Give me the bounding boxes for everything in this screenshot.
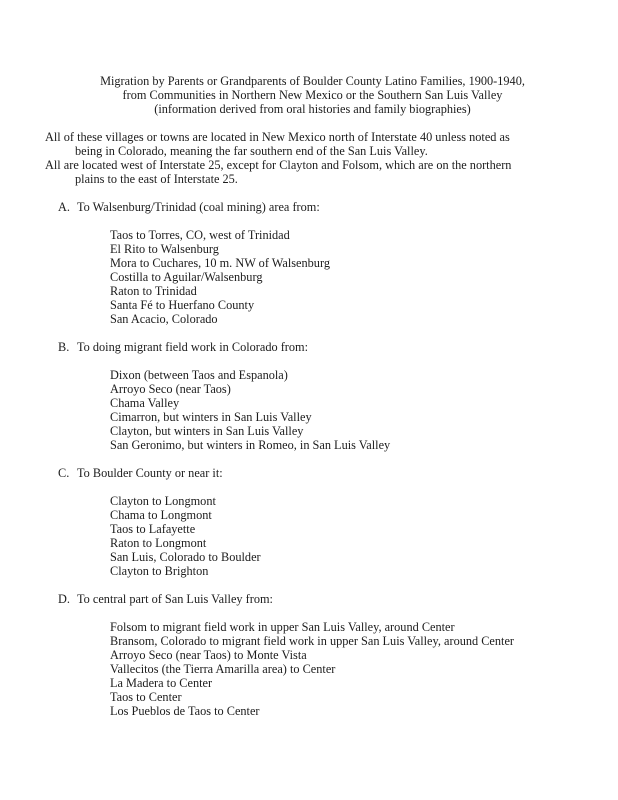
section-item: Arroyo Seco (near Taos) to Monte Vista <box>110 648 307 662</box>
section-heading-text: To central part of San Luis Valley from: <box>77 592 273 606</box>
migration-section <box>45 592 580 718</box>
section-item: Clayton to Brighton <box>110 564 209 578</box>
section-item-list <box>45 368 580 452</box>
section-item: Taos to Torres, CO, west of Trinidad <box>110 228 290 242</box>
section-letter: D. <box>58 592 70 606</box>
section-item: San Geronimo, but winters in Romeo, in San Luis Valley <box>110 438 391 452</box>
section-item: San Luis, Colorado to Boulder <box>110 550 261 564</box>
section-letter: C. <box>58 466 70 480</box>
section-item: Taos to Center <box>110 690 182 704</box>
section-heading-text: To Boulder County or near it: <box>77 466 223 480</box>
migration-section <box>45 200 580 326</box>
title-line-1: Migration by Parents or Grandparents of Boulder County Latino Families, 1900-1940, <box>100 74 525 88</box>
section-item: Dixon (between Taos and Espanola) <box>110 368 288 382</box>
section-item: Chama Valley <box>110 396 180 410</box>
section-item: Cimarron, but winters in San Luis Valley <box>110 410 312 424</box>
section-item-list <box>45 620 580 718</box>
intro-line: All of these villages or towns are located in New Mexico north of Interstate 40 unless noted as <box>45 130 510 144</box>
migration-section <box>45 340 580 452</box>
section-heading <box>45 340 580 354</box>
section-item: Chama to Longmont <box>110 508 212 522</box>
section-item: Clayton, but winters in San Luis Valley <box>110 424 304 438</box>
section-heading-text: To doing migrant field work in Colorado from: <box>77 340 309 354</box>
section-item: Vallecitos (the Tierra Amarilla area) to Center <box>110 662 336 676</box>
section-item: Folsom to migrant field work in upper San Luis Valley, around Center <box>110 620 455 634</box>
section-item: Mora to Cuchares, 10 m. NW of Walsenburg <box>110 256 330 270</box>
section-item: Raton to Longmont <box>110 536 207 550</box>
intro-line: being in Colorado, meaning the far southern end of the San Luis Valley. <box>75 144 428 158</box>
section-item-list <box>45 228 580 326</box>
section-item: Los Pueblos de Taos to Center <box>110 704 260 718</box>
section-item: San Acacio, Colorado <box>110 312 218 326</box>
section-heading <box>45 592 580 606</box>
section-heading <box>45 200 580 214</box>
section-item: La Madera to Center <box>110 676 213 690</box>
section-item: El Rito to Walsenburg <box>110 242 219 256</box>
intro-paragraphs <box>45 130 580 186</box>
migration-section <box>45 466 580 578</box>
section-item: Santa Fé to Huerfano County <box>110 298 255 312</box>
section-letter: B. <box>58 340 70 354</box>
title-line-3: (information derived from oral histories and family biographies) <box>154 102 471 116</box>
section-item: Raton to Trinidad <box>110 284 197 298</box>
title-line-2: from Communities in Northern New Mexico or the Southern San Luis Valley <box>122 88 503 102</box>
intro-line: All are located west of Interstate 25, except for Clayton and Folsom, which are on the northern <box>45 158 512 172</box>
document-title <box>45 74 580 116</box>
section-item: Clayton to Longmont <box>110 494 216 508</box>
section-heading <box>45 466 580 480</box>
section-item: Arroyo Seco (near Taos) <box>110 382 231 396</box>
section-item: Taos to Lafayette <box>110 522 196 536</box>
section-heading-text: To Walsenburg/Trinidad (coal mining) area from: <box>77 200 320 214</box>
migration-sections <box>45 200 580 718</box>
section-item: Bransom, Colorado to migrant field work in upper San Luis Valley, around Center <box>110 634 515 648</box>
section-item: Costilla to Aguilar/Walsenburg <box>110 270 263 284</box>
section-letter: A. <box>58 200 70 214</box>
section-item-list <box>45 494 580 578</box>
intro-line: plains to the east of Interstate 25. <box>75 172 238 186</box>
